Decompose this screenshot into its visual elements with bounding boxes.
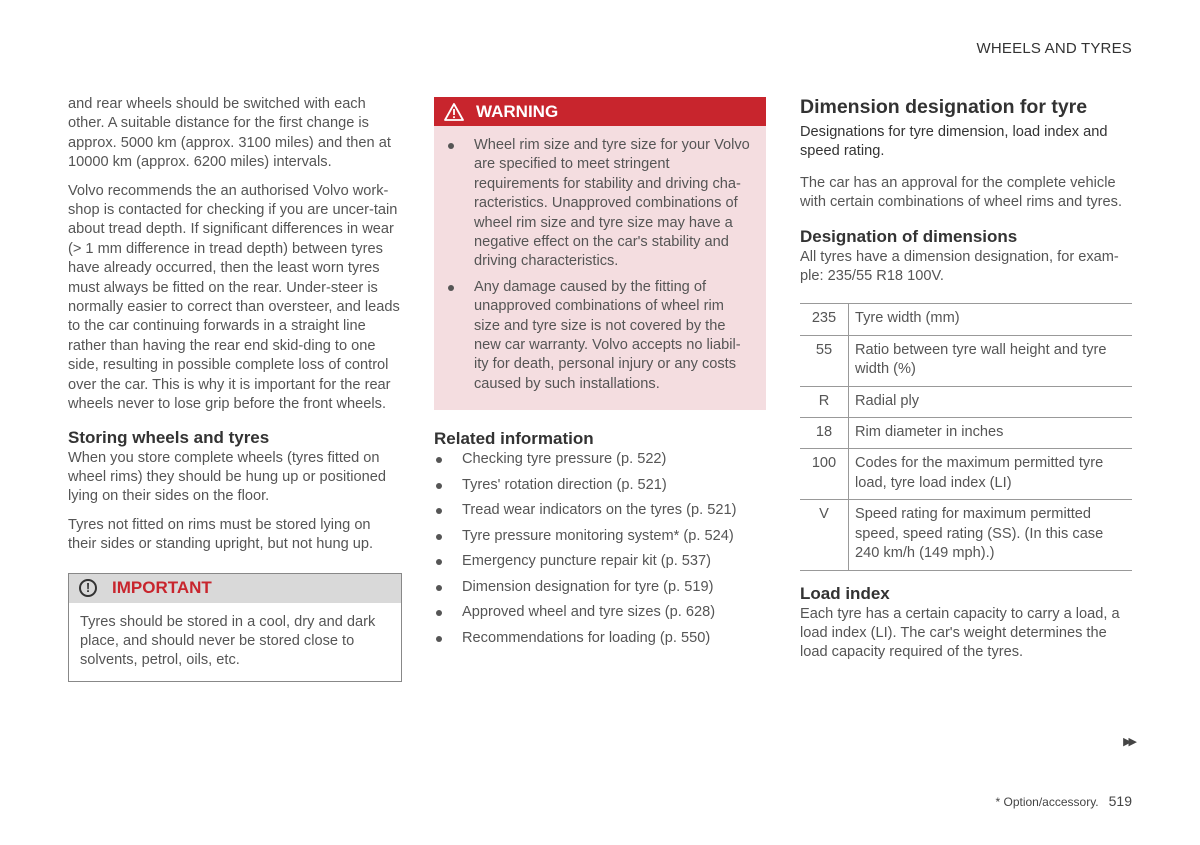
table-row: [800, 500, 1132, 570]
storing-heading: Storing wheels and tyres: [68, 427, 270, 447]
warning-header: [434, 97, 766, 126]
important-box: [68, 573, 402, 682]
dimension-table: [800, 303, 1132, 570]
table-row: [800, 449, 1132, 500]
table-cell-code: 235: [800, 304, 849, 335]
warning-label: WARNING: [476, 101, 559, 121]
table-cell-desc: Radial ply: [849, 386, 1133, 417]
warning-list: [434, 126, 766, 410]
paragraph: When you store complete wheels (tyres fitted on wheel rims) they should be hung up or positioned lying on their sides on the floor.: [68, 449, 387, 505]
paragraph: The car has an approval for the complete vehicle with certain combinations of wheel rims and tyres.: [800, 174, 1123, 211]
table-cell-code: 100: [800, 449, 849, 500]
table-row: [800, 418, 1132, 449]
related-link[interactable]: Approved wheel and tyre sizes (p. 628): [434, 603, 766, 629]
paragraph: All tyres have a dimension designation, for exam-ple: 235/55 R18 100V.: [800, 248, 1119, 285]
section-title: WHEELS AND TYRES: [976, 40, 1132, 57]
table-cell-code: V: [800, 500, 849, 570]
footnote-text: * Option/accessory.: [995, 795, 1099, 809]
continue-arrow-icon: ▶▶: [1123, 736, 1134, 748]
paragraph: Each tyre has a certain capacity to carry a load, a load index (LI). The car's weight determines the load capacity required of the tyres.: [800, 605, 1120, 661]
page-number: 519: [1108, 793, 1132, 809]
table-cell-desc: Rim diameter in inches: [849, 418, 1133, 449]
table-row: [800, 304, 1132, 335]
important-text: Tyres should be stored in a cool, dry and dark place, and should never be stored close to solvents, petrol, oils, etc.: [80, 613, 376, 669]
designation-heading: Designation of dimensions: [800, 226, 1018, 246]
table-row: [800, 335, 1132, 386]
page-title: Dimension designation for tyre: [800, 96, 1088, 118]
list-item: Any damage caused by the fitting of unapproved combinations of wheel rim size and tyre size is not covered by the new car warranty. Volvo accepts no liabil-ity for death, personal injury or any costs caused by such installations.: [446, 278, 752, 394]
paragraph: Volvo recommends the an authorised Volvo work-shop is contacted for checking if you are uncer-tain about tread depth. If significant differences in wear (> 1 mm difference in tread depth) between tyres have already occurred, then the least worn tyres must always be fitted on the rear. Under-steer is normally easier to correct than oversteer, and leads to the car continuing forwards in a straight line rather than having the rear end skid-ding to one side, resulting in possible complete loss of control over the car. This is why it is important for the rear wheels never to lose grip before the front wheels.: [68, 182, 400, 413]
table-cell-code: 18: [800, 418, 849, 449]
table-cell-desc: Codes for the maximum permitted tyre load, tyre load index (LI): [849, 449, 1133, 500]
column-middle: [434, 97, 766, 654]
list-item: Wheel rim size and tyre size for your Volvo are specified to meet stringent requirements for stability and driving cha-racteristics. Unapproved combinations of wheel rim size and tyre size may have a negative effect on the car's stability and driving characteristics.: [446, 136, 752, 272]
exclamation-circle-icon: !: [79, 579, 97, 597]
warning-box: [434, 97, 766, 410]
table-cell-desc: Ratio between tyre wall height and tyre width (%): [849, 335, 1133, 386]
important-header: [69, 574, 401, 603]
table-row: [800, 386, 1132, 417]
warning-triangle-icon: [444, 103, 464, 121]
related-heading: Related information: [434, 429, 594, 449]
related-link[interactable]: Recommendations for loading (p. 550): [434, 629, 766, 655]
column-left: [68, 95, 402, 682]
related-link[interactable]: Dimension designation for tyre (p. 519): [434, 578, 766, 604]
related-link[interactable]: Tyre pressure monitoring system* (p. 524): [434, 527, 766, 553]
footer: [995, 793, 1132, 809]
table-cell-desc: Speed rating for maximum permitted speed, speed rating (SS). (In this case 240 km/h (149 mph).): [849, 500, 1133, 570]
load-heading: Load index: [800, 583, 890, 603]
lead-text: Designations for tyre dimension, load index and speed rating.: [800, 124, 1108, 160]
paragraph: Tyres not fitted on rims must be stored lying on their sides or standing upright, but not hung up.: [68, 516, 374, 553]
table-cell-code: R: [800, 386, 849, 417]
table-cell-code: 55: [800, 335, 849, 386]
paragraph: and rear wheels should be switched with each other. A suitable distance for the first change is approx. 5000 km (approx. 3100 miles) and then at 10000 km (approx. 6200 miles) intervals.: [68, 96, 391, 171]
related-list: [434, 450, 766, 654]
important-label: IMPORTANT: [112, 578, 212, 598]
column-right: [800, 95, 1132, 672]
related-link[interactable]: Emergency puncture repair kit (p. 537): [434, 552, 766, 578]
table-cell-desc: Tyre width (mm): [849, 304, 1133, 335]
related-link[interactable]: Checking tyre pressure (p. 522): [434, 450, 766, 476]
related-link[interactable]: Tread wear indicators on the tyres (p. 521): [434, 501, 766, 527]
related-link[interactable]: Tyres' rotation direction (p. 521): [434, 476, 766, 502]
